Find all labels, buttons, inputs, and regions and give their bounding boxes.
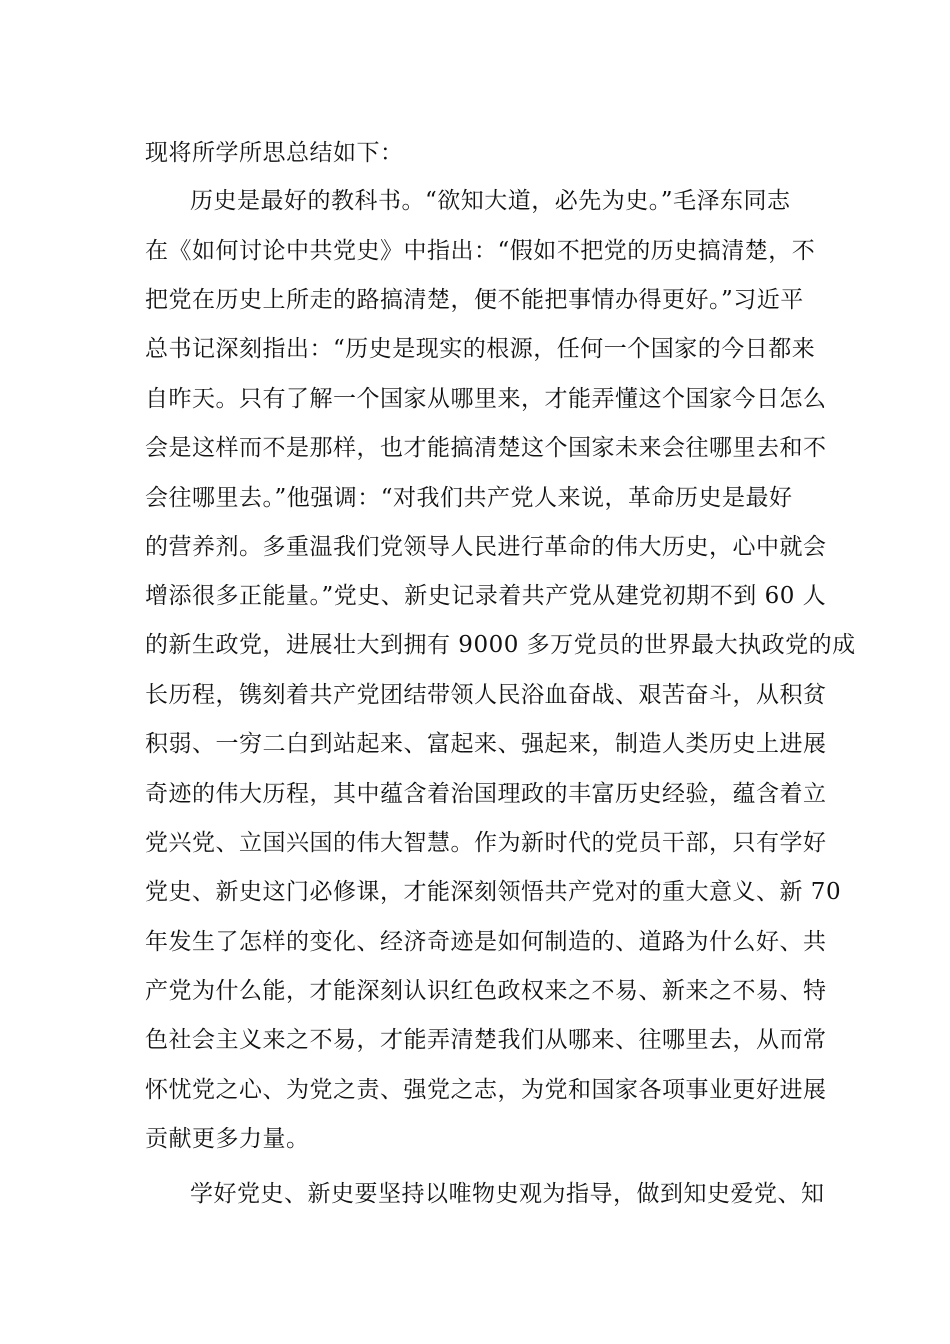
paragraph-1-line-8: 的营养剂。多重温我们党领导人民进行革命的伟大历史，心中就会 (145, 534, 827, 560)
paragraph-1-line-20: 贡献更多力量。 (145, 1126, 310, 1152)
paragraph-1-line-13: 奇迹的伟大历程，其中蕴含着治国理政的丰富历史经验，蕴含着立 (145, 781, 827, 807)
paragraph-1-line-5: 自昨天。只有了解一个国家从哪里来，才能弄懂这个国家今日怎么 (145, 386, 827, 412)
paragraph-1-line-1: 历史是最好的教科书。“欲知大道，必先为史。”毛泽东同志 (190, 188, 791, 214)
paragraph-1-line-2: 在《如何讨论中共党史》中指出：“假如不把党的历史搞清楚，不 (145, 238, 816, 264)
paragraph-1-line-7: 会往哪里去。”他强调：“对我们共产党人来说，革命历史是最好 (145, 485, 793, 511)
paragraph-1-line-9: 增添很多正能量。”党史、新史记录着共产党从建党初期不到 60 人 (145, 583, 827, 609)
paragraph-1-line-11: 长历程，镌刻着共产党团结带领人民浴血奋战、艰苦奋斗，从积贫 (145, 682, 827, 708)
paragraph-1-line-4: 总书记深刻指出：“历史是现实的根源，任何一个国家的今日都来 (145, 336, 816, 362)
paragraph-1-line-19: 怀忧党之心、为党之责、强党之志，为党和国家各项事业更好进展 (145, 1077, 827, 1103)
paragraph-1-line-15: 党史、新史这门必修课，才能深刻领悟共产党对的重大意义、新 70 (145, 879, 842, 905)
paragraph-1-line-6: 会是这样而不是那样，也才能搞清楚这个国家未来会往哪里去和不 (145, 435, 827, 461)
paragraph-1-line-14: 党兴党、立国兴国的伟大智慧。作为新时代的党员干部，只有学好 (145, 830, 827, 856)
paragraph-1-line-18: 色社会主义来之不易，才能弄清楚我们从哪来、往哪里去，从而常 (145, 1027, 827, 1053)
paragraph-1-line-3: 把党在历史上所走的路搞清楚，便不能把事情办得更好。”习近平 (145, 287, 804, 313)
paragraph-1-line-12: 积弱、一穷二白到站起来、富起来、强起来，制造人类历史上进展 (145, 731, 827, 757)
paragraph-1-line-17: 产党为什么能，才能深刻认识红色政权来之不易、新来之不易、特 (145, 978, 827, 1004)
paragraph-1-line-16: 年发生了怎样的变化、经济奇迹是如何制造的、道路为什么好、共 (145, 929, 827, 955)
paragraph-1-line-10: 的新生政党，进展壮大到拥有 9000 多万党员的世界最大执政党的成 (145, 632, 856, 658)
text-line-1: 现将所学所思总结如下： (145, 140, 404, 166)
paragraph-2-line-1: 学好党史、新史要坚持以唯物史观为指导，做到知史爱党、知 (190, 1181, 825, 1207)
